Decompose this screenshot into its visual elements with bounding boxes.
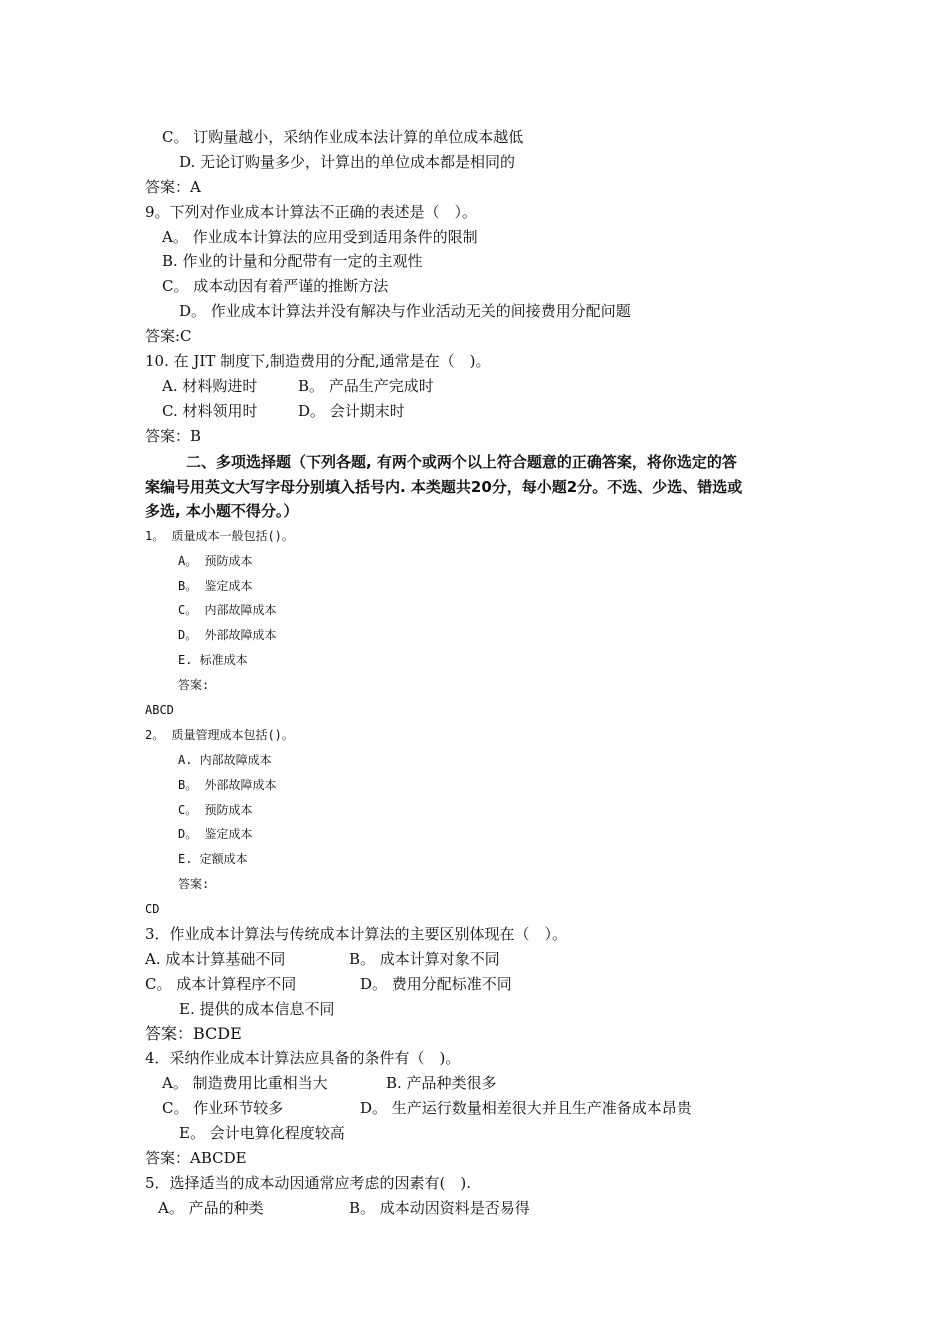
mc3-option-a: A. 成本计算基础不同 (145, 950, 286, 968)
mc3-option-b: B。 成本计算对象不同 (349, 950, 500, 968)
mc1-answer-value: ABCD (145, 703, 174, 717)
option-8c: C。 订购量越小，采纳作业成本法计算的单位成本越低 (162, 128, 524, 146)
option-8d: D. 无论订购量多少，计算出的单位成本都是相同的 (179, 153, 516, 171)
mc3-option-d: D。 费用分配标准不同 (360, 975, 512, 993)
option-9b: B. 作业的计量和分配带有一定的主观性 (162, 252, 423, 270)
mc4-option-d: D。 生产运行数量相差很大并且生产准备成本昂贵 (360, 1099, 692, 1117)
mc4-option-c: C。 作业环节较多 (162, 1099, 284, 1117)
mc1-answer-label: 答案: (178, 678, 210, 692)
mc2-option-a: A. 内部故障成本 (178, 753, 272, 767)
answer-10: 答案：B (145, 427, 202, 445)
mc1-option-a: A。 预防成本 (178, 554, 253, 568)
section-heading-line-3: 多选, 本小题不得分。） (145, 502, 299, 520)
option-10b: B。 产品生产完成时 (298, 377, 434, 395)
section-heading-line-2: 案编号用英文大写字母分别填入括号内. 本类题共20分，每小题2分。不选、少选、错选或 (145, 478, 743, 496)
option-9a: A。 作业成本计算法的应用受到适用条件的限制 (162, 228, 478, 246)
mc3-option-c: C。 成本计算程序不同 (145, 975, 297, 993)
option-10c: C. 材料领用时 (162, 402, 258, 420)
mc2-option-c: C。 预防成本 (178, 803, 253, 817)
mc3-option-e: E. 提供的成本信息不同 (179, 1000, 335, 1018)
answer-8: 答案：A (145, 178, 201, 196)
section-heading-line-1: 二、多项选择题（下列各题, 有两个或两个以上符合题意的正确答案，将你选定的答 (186, 453, 737, 471)
mc1-option-e: E. 标准成本 (178, 653, 248, 667)
mc-question-5: 5．选择适当的成本动因通常应考虑的因素有( ). (145, 1174, 472, 1192)
option-9c: C。 成本动因有着严谨的推断方法 (162, 277, 389, 295)
question-9: 9。下列对作业成本计算法不正确的表述是（ ）。 (145, 203, 478, 221)
mc2-answer-label: 答案: (178, 877, 210, 891)
mc5-option-a: A。 产品的种类 (158, 1199, 264, 1217)
mc2-option-b: B。 外部故障成本 (178, 778, 277, 792)
mc2-option-e: E. 定额成本 (178, 852, 248, 866)
answer-9: 答案:C (145, 327, 192, 345)
mc1-option-c: C。 内部故障成本 (178, 603, 277, 617)
mc-question-1: 1。 质量成本一般包括()。 (145, 529, 294, 543)
mc4-option-a: A。 制造费用比重相当大 (162, 1074, 328, 1092)
option-10a: A. 材料购进时 (162, 377, 258, 395)
question-10: 10. 在 JIT 制度下,制造费用的分配,通常是在（ )。 (145, 352, 491, 370)
mc5-option-b: B。 成本动因资料是否易得 (349, 1199, 530, 1217)
mc4-option-b: B. 产品种类很多 (386, 1074, 497, 1092)
mc4-option-e: E。 会计电算化程度较高 (179, 1124, 345, 1142)
mc-question-3: 3．作业成本计算法与传统成本计算法的主要区别体现在（ ）。 (145, 925, 568, 943)
mc4-answer: 答案：ABCDE (145, 1149, 247, 1167)
option-9d: D。 作业成本计算法并没有解决与作业活动无关的间接费用分配问题 (179, 302, 631, 320)
mc3-answer: 答案：BCDE (145, 1024, 242, 1043)
option-10d: D。 会计期末时 (298, 402, 405, 420)
mc2-answer-value: CD (145, 902, 160, 916)
mc-question-4: 4．采纳作业成本计算法应具备的条件有（ )。 (145, 1049, 461, 1067)
mc-question-2: 2。 质量管理成本包括()。 (145, 728, 294, 742)
mc1-option-d: D。 外部故障成本 (178, 628, 277, 642)
mc2-option-d: D。 鉴定成本 (178, 827, 253, 841)
mc1-option-b: B。 鉴定成本 (178, 579, 253, 593)
